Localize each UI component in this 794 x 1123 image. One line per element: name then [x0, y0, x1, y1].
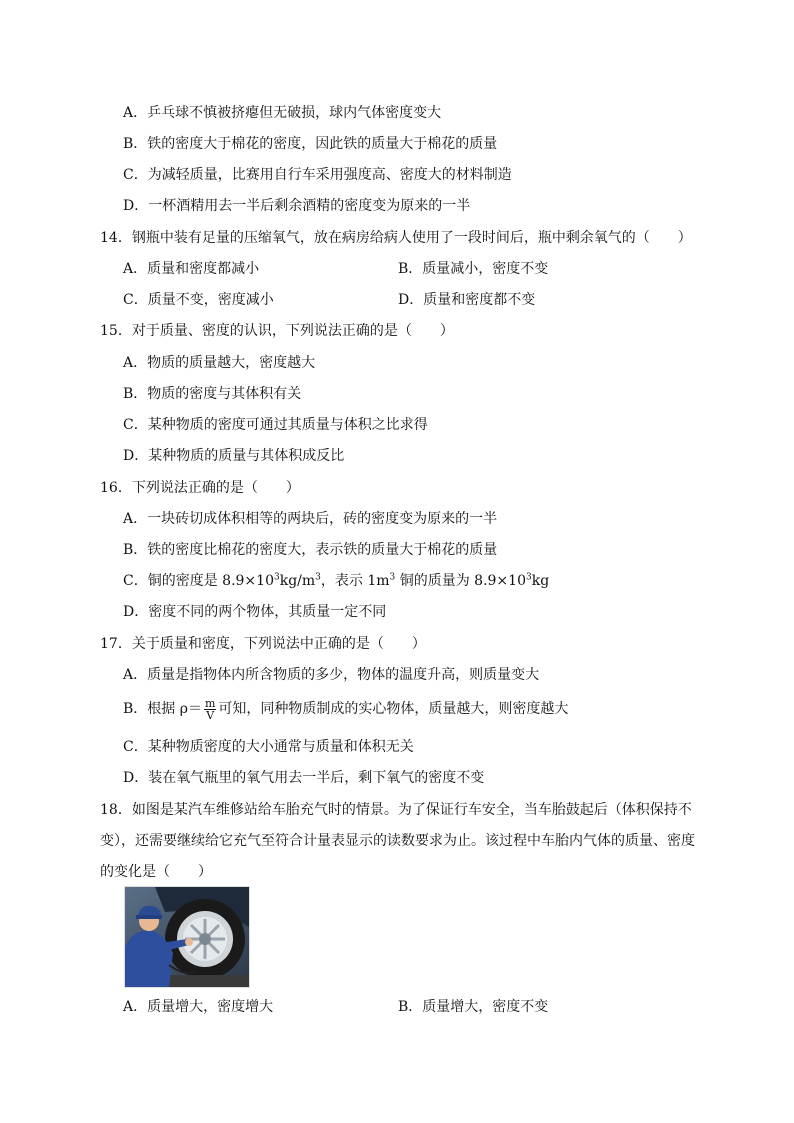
option-a: A．质量增大，密度增大 — [123, 999, 274, 1015]
question-14-row1 — [0, 257, 794, 281]
option-c: C．质量不变，密度减小 — [123, 292, 274, 308]
option-b: B．根据 ρ＝ $\frac{m}{V}$ 可知，同种物质制成的实心物体，质量越大，则密度越大 — [123, 696, 569, 722]
option-a: A．质量是指物体内所含物质的多少，物体的温度升高，则质量变大 — [123, 667, 540, 683]
option-a: A．物质的质量越大，密度越大 — [123, 355, 316, 371]
option-b: B．铁的密度比棉花的密度大，表示铁的质量大于棉花的质量 — [123, 542, 498, 558]
option-d: D．装在氧气瓶里的氧气用去一半后，剩下氧气的密度不变 — [123, 770, 485, 786]
option-line: C．为减轻质量，比赛用自行车采用强度高、密度大的材料制造 — [123, 167, 512, 183]
option-b: B．质量增大，密度不变 — [398, 999, 549, 1015]
option-c: C．某种物质密度的大小通常与质量和体积无关 — [123, 739, 414, 755]
option-c: C．某种物质的密度可通过其质量与体积之比求得 — [123, 417, 428, 433]
option-b: B．物质的密度与其体积有关 — [123, 386, 302, 402]
option-line: A．乒乓球不慎被挤瘪但无破损，球内气体密度变大 — [123, 105, 442, 121]
question-14-row2 — [0, 288, 794, 312]
question-14-stem: 14．钢瓶中装有足量的压缩氧气，放在病房给病人使用了一段时间后，瓶中剩余氧气的（ ） — [100, 230, 692, 246]
question-15-stem: 15．对于质量、密度的认识，下列说法正确的是（ ） — [100, 323, 454, 339]
density-formula-fraction: $\frac{m}{V}$ — [204, 696, 216, 722]
option-c: C．铜的密度是 $8.9\times 10^3kg/m^3$，表示 $1m^3$ 铜的质量为 $8.9\times 10^3kg$ — [123, 572, 550, 589]
option-line: B．铁的密度大于棉花的密度，因此铁的质量大于棉花的质量 — [123, 136, 498, 152]
mechanic-tire-illustration — [125, 887, 249, 987]
question-16-stem: 16．下列说法正确的是（ ） — [100, 480, 300, 496]
option-d: D．质量和密度都不变 — [398, 292, 536, 308]
option-d: D．密度不同的两个物体，其质量一定不同 — [123, 604, 387, 620]
option-d: D．某种物质的质量与其体积成反比 — [123, 448, 345, 464]
question-18-row1 — [0, 995, 794, 1019]
option-b: B．质量减小，密度不变 — [398, 261, 549, 277]
option-a: A．质量和密度都减小 — [123, 261, 260, 277]
option-a: A．一块砖切成体积相等的两块后，砖的密度变为原来的一半 — [123, 511, 498, 527]
question-17-stem: 17．关于质量和密度，下列说法中正确的是（ ） — [100, 636, 426, 652]
tire-inflation-photo — [124, 886, 250, 988]
option-line: D．一杯酒精用去一半后剩余酒精的密度变为原来的一半 — [123, 198, 471, 214]
question-18-stem: 18．如图是某汽车维修站给车胎充气时的情景。为了保证行车安全，当车胎鼓起后（体积保持不变），还需要继续给它充气至符合计量表显示的读数要求为止。该过程中车胎内气体的质量、密度的变化是（ ） — [100, 802, 695, 880]
